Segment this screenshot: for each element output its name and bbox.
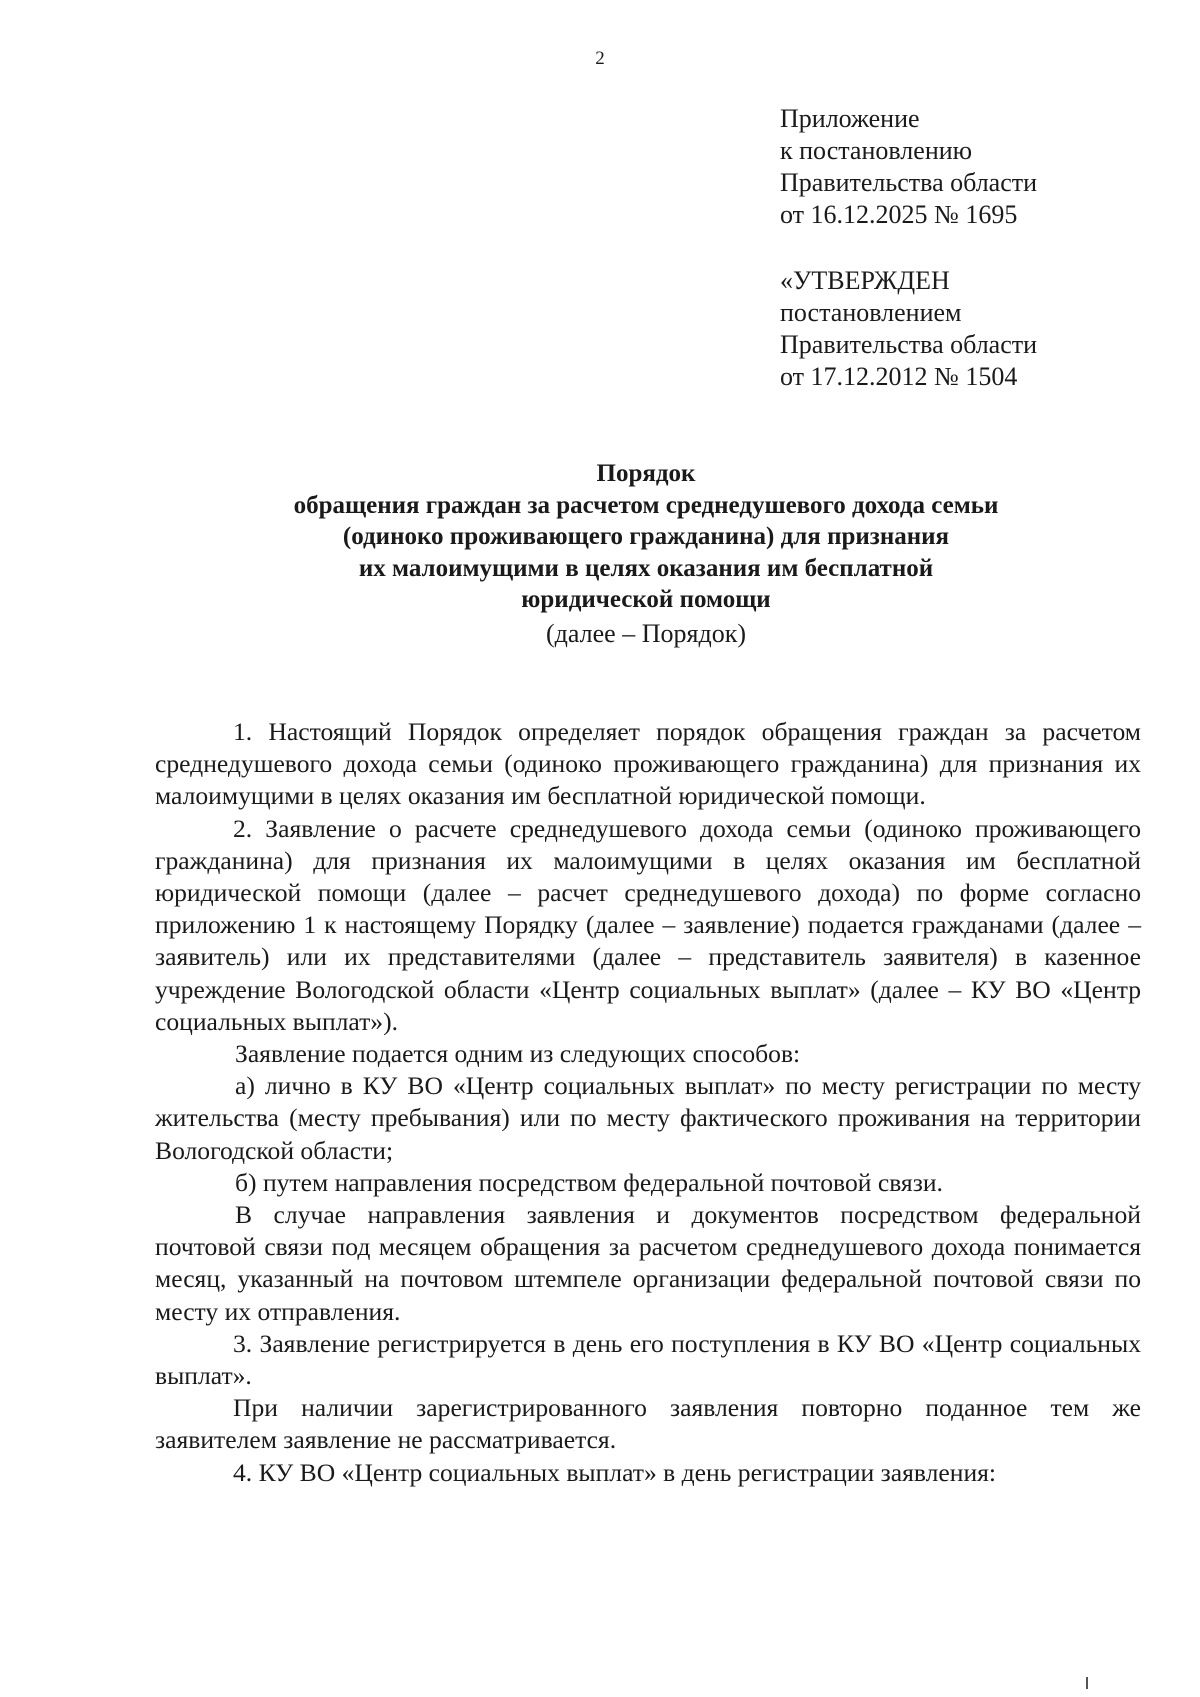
- title-line: юридической помощи: [521, 586, 771, 613]
- paragraph-repeat-application: При наличии зарегистрированного заявления повторно поданное тем же заявителем заявление не рассматривается.: [155, 1393, 1141, 1455]
- title-line: Порядок: [596, 460, 696, 487]
- title-line: их малоимущими в целях оказания им бесплатной: [358, 554, 934, 582]
- paragraph-method-b: б) путем направления посредством федеральной почтовой связи.: [235, 1167, 943, 1197]
- paragraph-2: 2. Заявление о расчете среднедушевого дохода семьи (одиноко проживающего гражданина) для признания их малоимущими в целях оказания им бесплатной юридической помощи (далее – расчет среднедушевого дохода) по форме согласно приложению 1 к настоящему Порядку (далее – заявление) подается гражданами (далее – заявитель) или их представителями (далее – представитель заявителя) в казенное учреждение Вологодской области «Центр социальных выплат» (далее – КУ ВО «Центр социальных выплат»).: [155, 813, 1141, 1036]
- scan-edge-mark: [1086, 1677, 1088, 1689]
- page-number: 2: [595, 48, 605, 69]
- appendix-block: [780, 103, 1037, 231]
- title-line: обращения граждан за расчетом среднедушевого дохода семьи: [293, 491, 999, 519]
- approved-line: Правительства области: [780, 330, 1038, 359]
- paragraph-method-a: а) лично в КУ ВО «Центр социальных выплат» по месту регистрации по месту жительства (месту пребывания) или по месту фактического проживания на территории Вологодской области;: [155, 1071, 1141, 1165]
- approved-date-number: от 17.12.2012 № 1504: [780, 362, 1018, 391]
- paragraph-submission-methods: Заявление подается одним из следующих способов:: [235, 1039, 801, 1069]
- title-line: (одиноко проживающего гражданина) для признания: [342, 523, 950, 550]
- approved-line: «УТВЕРЖДЕН: [780, 266, 950, 295]
- appendix-line: Правительства области: [780, 168, 1038, 197]
- document-body: [155, 716, 1141, 1489]
- appendix-line: к постановлению: [780, 136, 973, 165]
- paragraph-3: 3. Заявление регистрируется в день его поступления в КУ ВО «Центр социальных выплат».: [155, 1328, 1141, 1391]
- appendix-line: Приложение: [780, 104, 920, 133]
- paragraph-postal-case: В случае направления заявления и документов посредством федеральной почтовой связи под месяцем обращения за расчетом среднедушевого дохода понимается месяц, указанный на почтовом штемпеле организации федеральной почтовой связи по месту их отправления.: [155, 1200, 1141, 1326]
- approved-line: постановлением: [780, 298, 962, 327]
- paragraph-1: 1. Настоящий Порядок определяет порядок обращения граждан за расчетом среднедушевого дохода семьи (одиноко проживающего гражданина) для признания их малоимущими в целях оказания им бесплатной юридической помощи.: [155, 717, 1141, 811]
- document-title: [0, 458, 1200, 649]
- approved-block: [780, 265, 1037, 393]
- paragraph-4: 4. КУ ВО «Центр социальных выплат» в день регистрации заявления:: [233, 1457, 997, 1487]
- title-subtitle: (далее – Порядок): [546, 618, 746, 648]
- appendix-date-number: от 16.12.2025 № 1695: [780, 200, 1018, 229]
